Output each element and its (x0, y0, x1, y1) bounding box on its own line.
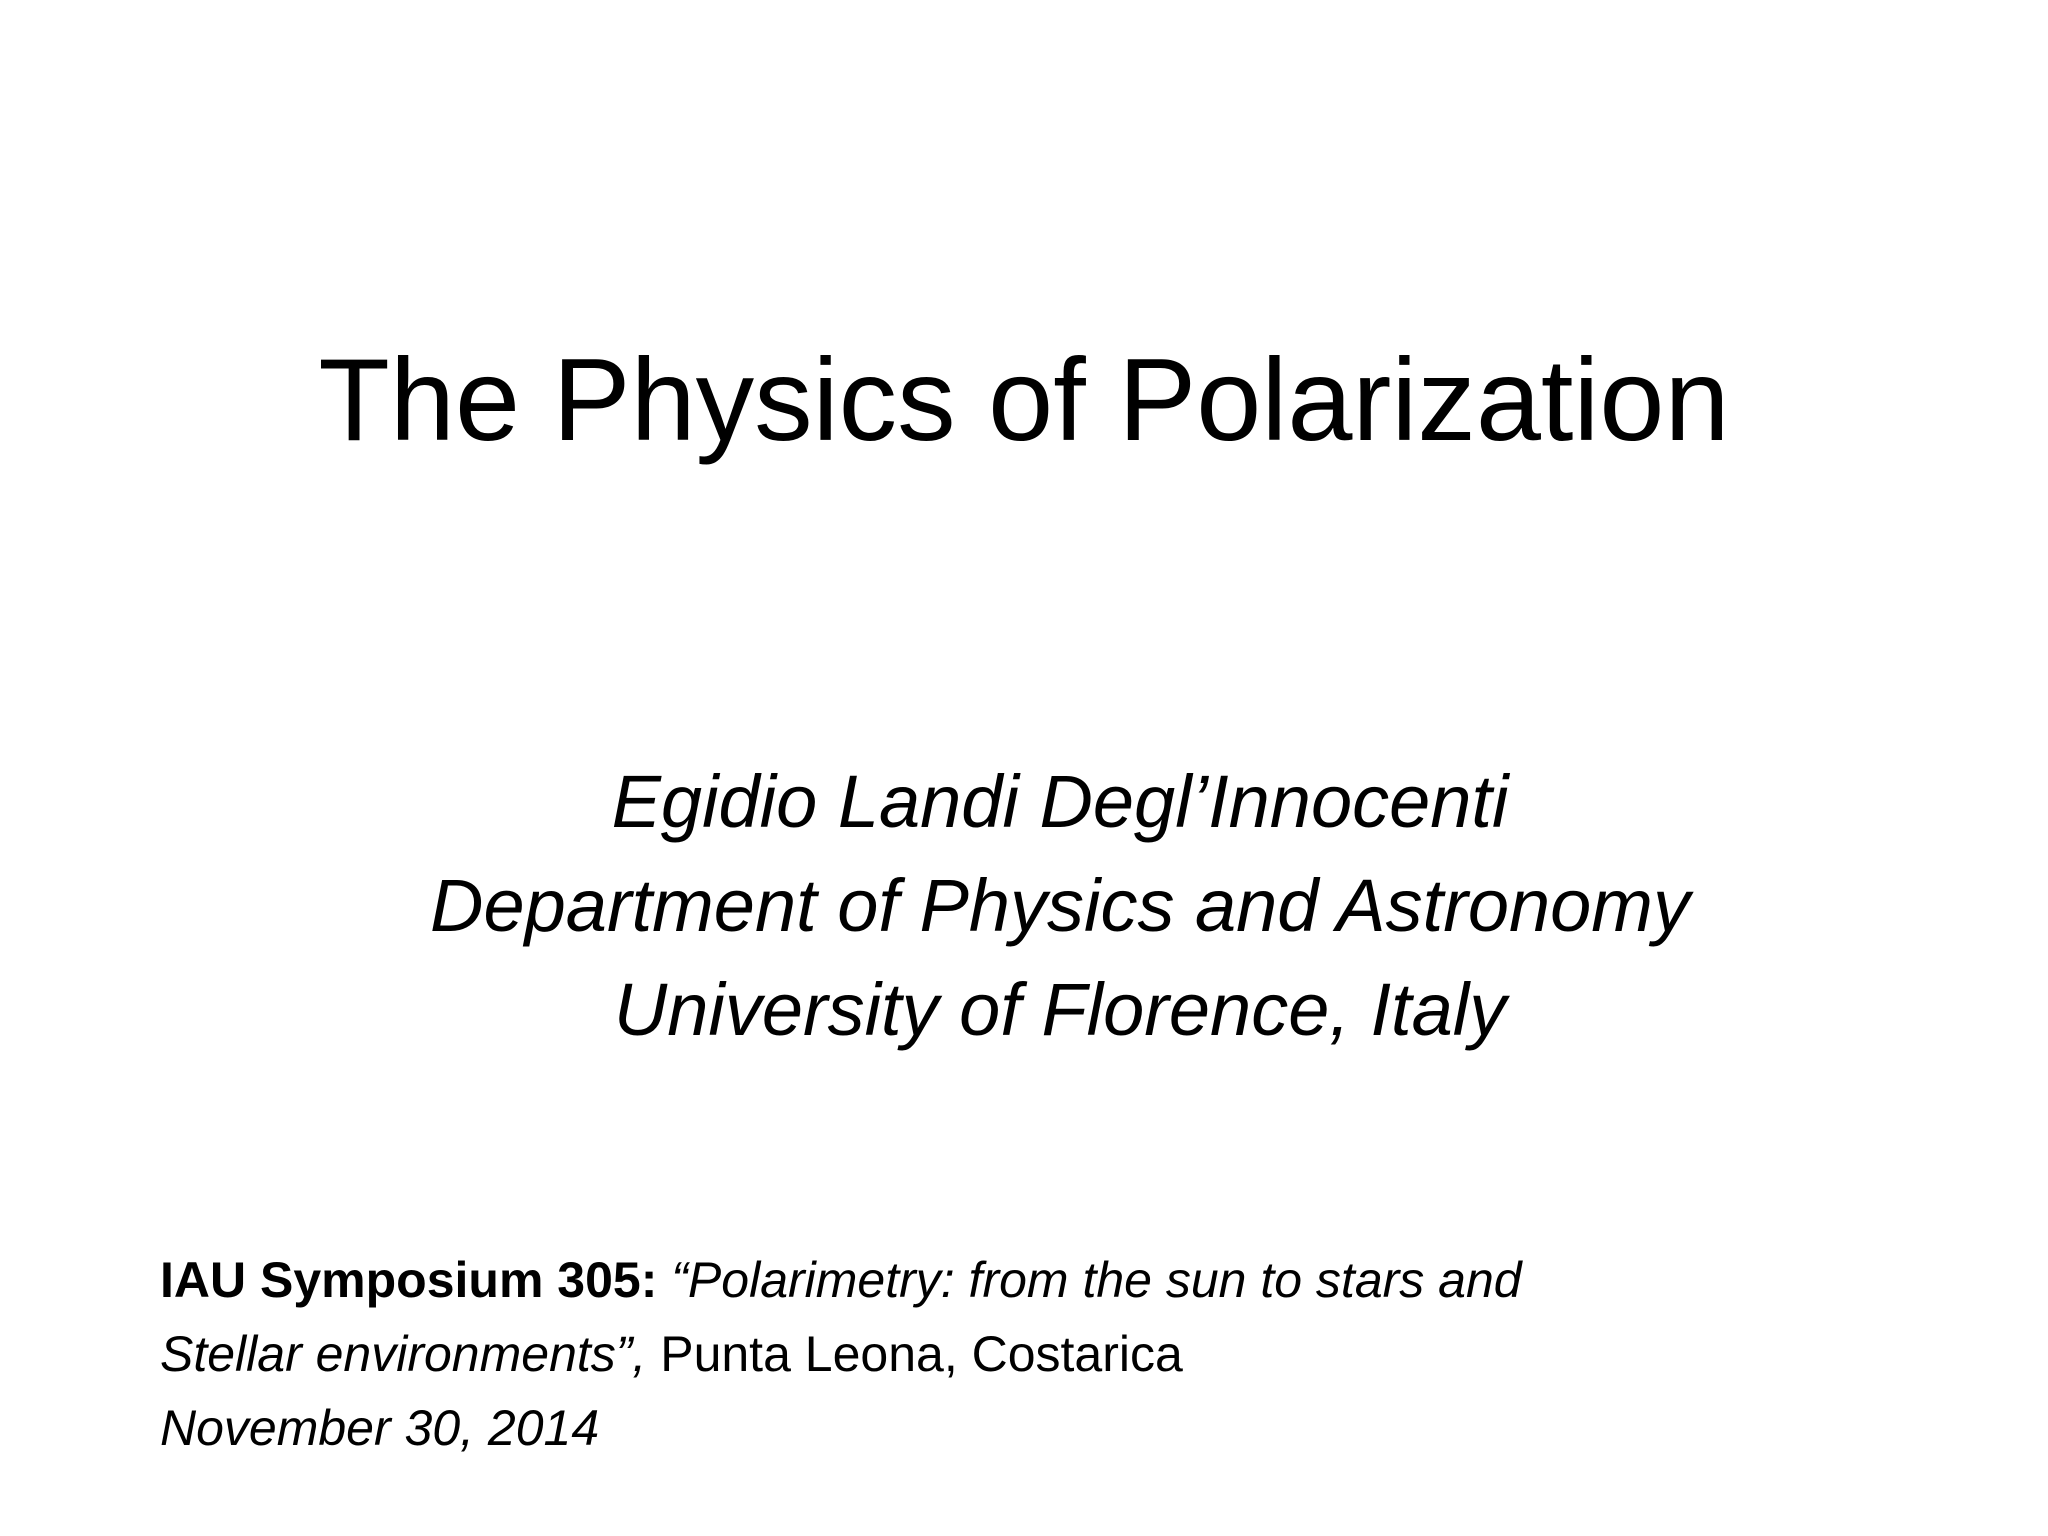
author-department: Department of Physics and Astronomy (430, 864, 1690, 947)
event-title-part2: Stellar environments”, (160, 1326, 647, 1382)
event-line-1 (160, 1243, 1960, 1317)
slide-title: The Physics of Polarization (318, 334, 1730, 465)
event-info (160, 1243, 1960, 1465)
author-institution: University of Florence, Italy (613, 968, 1507, 1051)
event-date: November 30, 2014 (160, 1400, 600, 1456)
event-line-2 (160, 1317, 1960, 1391)
event-label: IAU Symposium 305: (160, 1252, 658, 1308)
event-location: Punta Leona, Costarica (660, 1326, 1183, 1382)
event-title-part1: “Polarimetry: from the sun to stars and (671, 1252, 1522, 1308)
author-name: Egidio Landi Degl’Innocenti (611, 760, 1509, 843)
author-block (370, 750, 1750, 1062)
